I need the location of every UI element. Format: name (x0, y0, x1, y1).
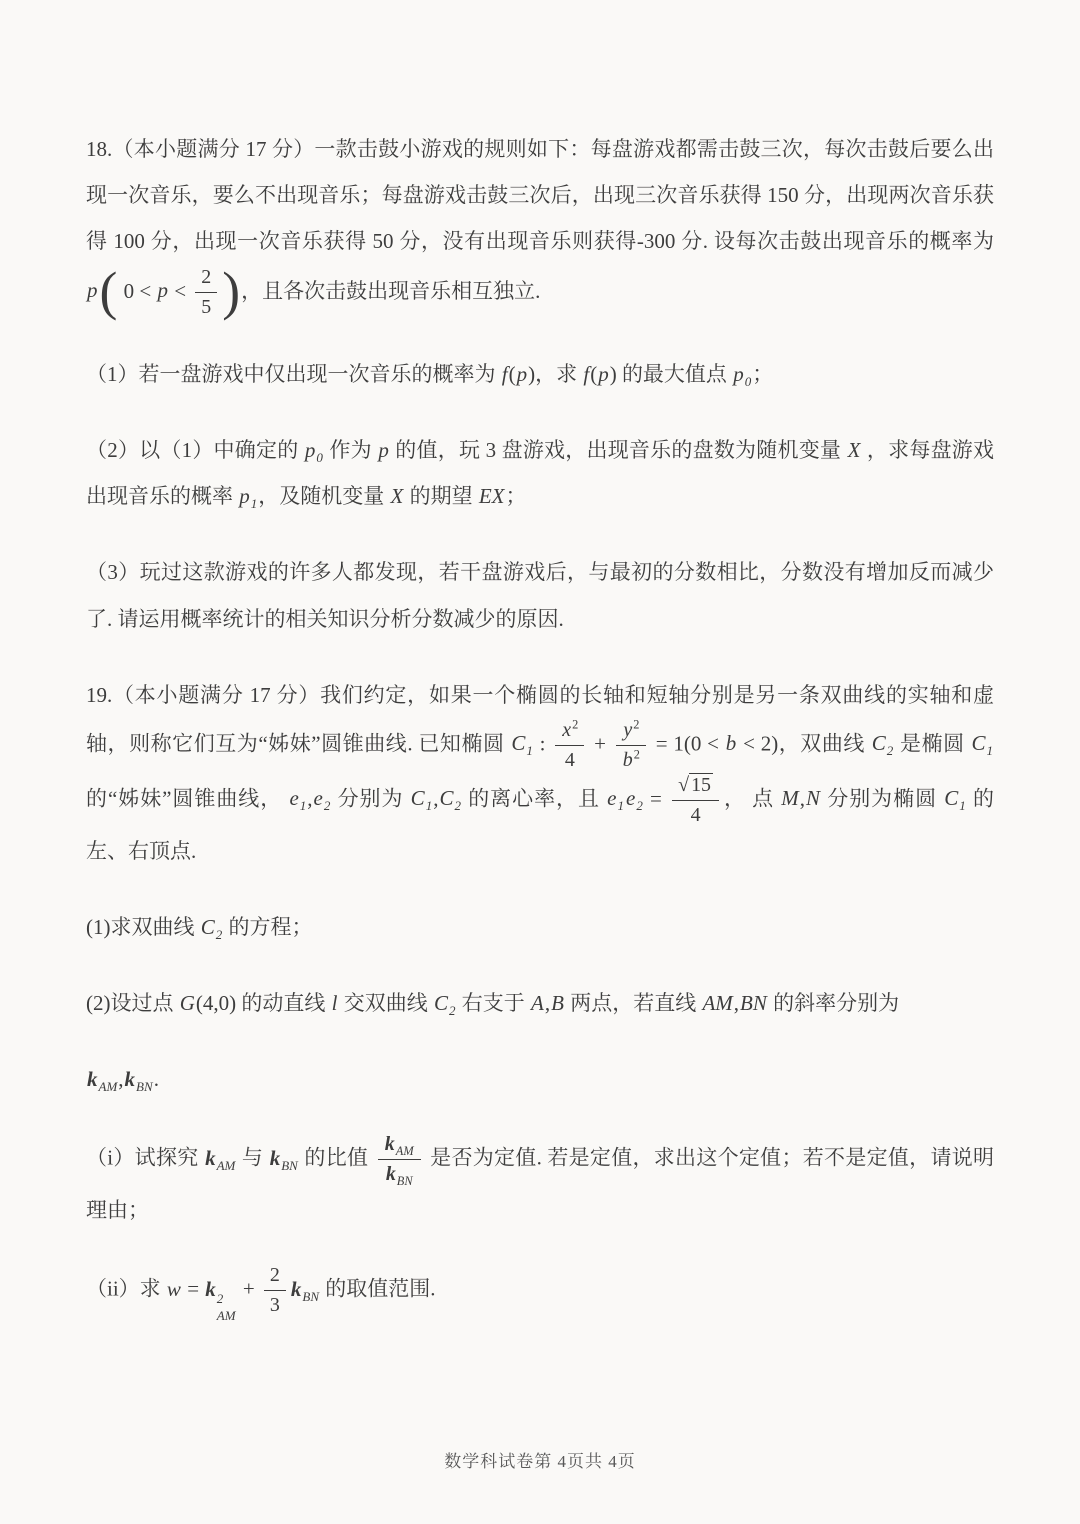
page-footer (0, 1447, 1080, 1472)
q19-part2: (2)设过点 G(4,0) 的动直线 l 交双曲线 $C_2$ 右支于 A,B 两点，若直线 AM,BN 的斜率分别为 (86, 991, 900, 1019)
q18-part3: （3）玩过这款游戏的许多人都发现，若干盘游戏后，与最初的分数相比，分数没有增加反而减少了. 请运用概率统计的相关知识分析分数减少的原因. (86, 560, 994, 631)
q19-part2-ii: （ii）求 w = k 2 AM + $\frac{2}{3}$ $k_{BN}$ 的取值范围. (86, 1264, 436, 1323)
q19-part1: (1)求双曲线 $C_2$ 的方程； (86, 914, 313, 943)
problem-18 (86, 126, 994, 642)
q18-part1: （1）若一盘游戏中仅出现一次音乐的概率为 f(p)，求 f(p) 的最大值点 $p_0$； (86, 361, 774, 389)
q19-part2-k: $k_{AM},k_{BN}$. (87, 1067, 159, 1095)
q19-part2-i: （i）试探究 $k_{AM}$ 与 $k_{BN}$ 的比值 $\frac{k_{AM}}{k_{BN}}$ 是否为定值. 若是定值，求出这个定值；若不是定值，请说明理由； (86, 1133, 995, 1223)
footer-text: 数学科试卷第 4页共 4页 (444, 1452, 636, 1471)
q19-intro: 19.（本小题满分 17 分）我们约定，如果一个椭圆的长轴和短轴分别是另一条双曲线的实轴和虚轴，则称它们互为“姊妹”圆锥曲线. 已知椭圆 $C_1$ : $\frac{x^2}{4}$ + $\frac{y^2}{b^2}$ = 1(0 < b < 2)，双曲线 $C_2$ 是椭圆 $C_1$ 的“姊妹”圆锥曲线， $e_1,e_2$ 分别为 $C_1,C_2$ 的离心率，且 $e_1e_2$ = $\frac{√ 15}{4}$ ， 点 M,N 分别为椭圆 $C_1$ 的左、右顶点. (86, 682, 995, 863)
q18-intro: 18.（本小题满分 17 分）一款击鼓小游戏的规则如下：每盘游戏都需击鼓三次，每次击鼓后要么出现一次音乐，要么不出现音乐；每盘游戏击鼓三次后，出现三次音乐获得 150 分，出现两次音乐获得 100 分，出现一次音乐获得 50 分，没有出现音乐则获得-300 分. 设每次击鼓出现音乐的概率为 p( 0 < p < $\frac{2}{5}$ )，且各次击鼓出现音乐相互独立. (86, 137, 994, 321)
problem-19 (86, 672, 994, 1325)
q18-part2: （2）以（1）中确定的 $p_0$ 作为 p 的值，玩 3 盘游戏，出现音乐的盘数为随机变量 X ，求每盘游戏出现音乐的概率 $p_1$，及随机变量 X 的期望 EX； (86, 437, 995, 512)
